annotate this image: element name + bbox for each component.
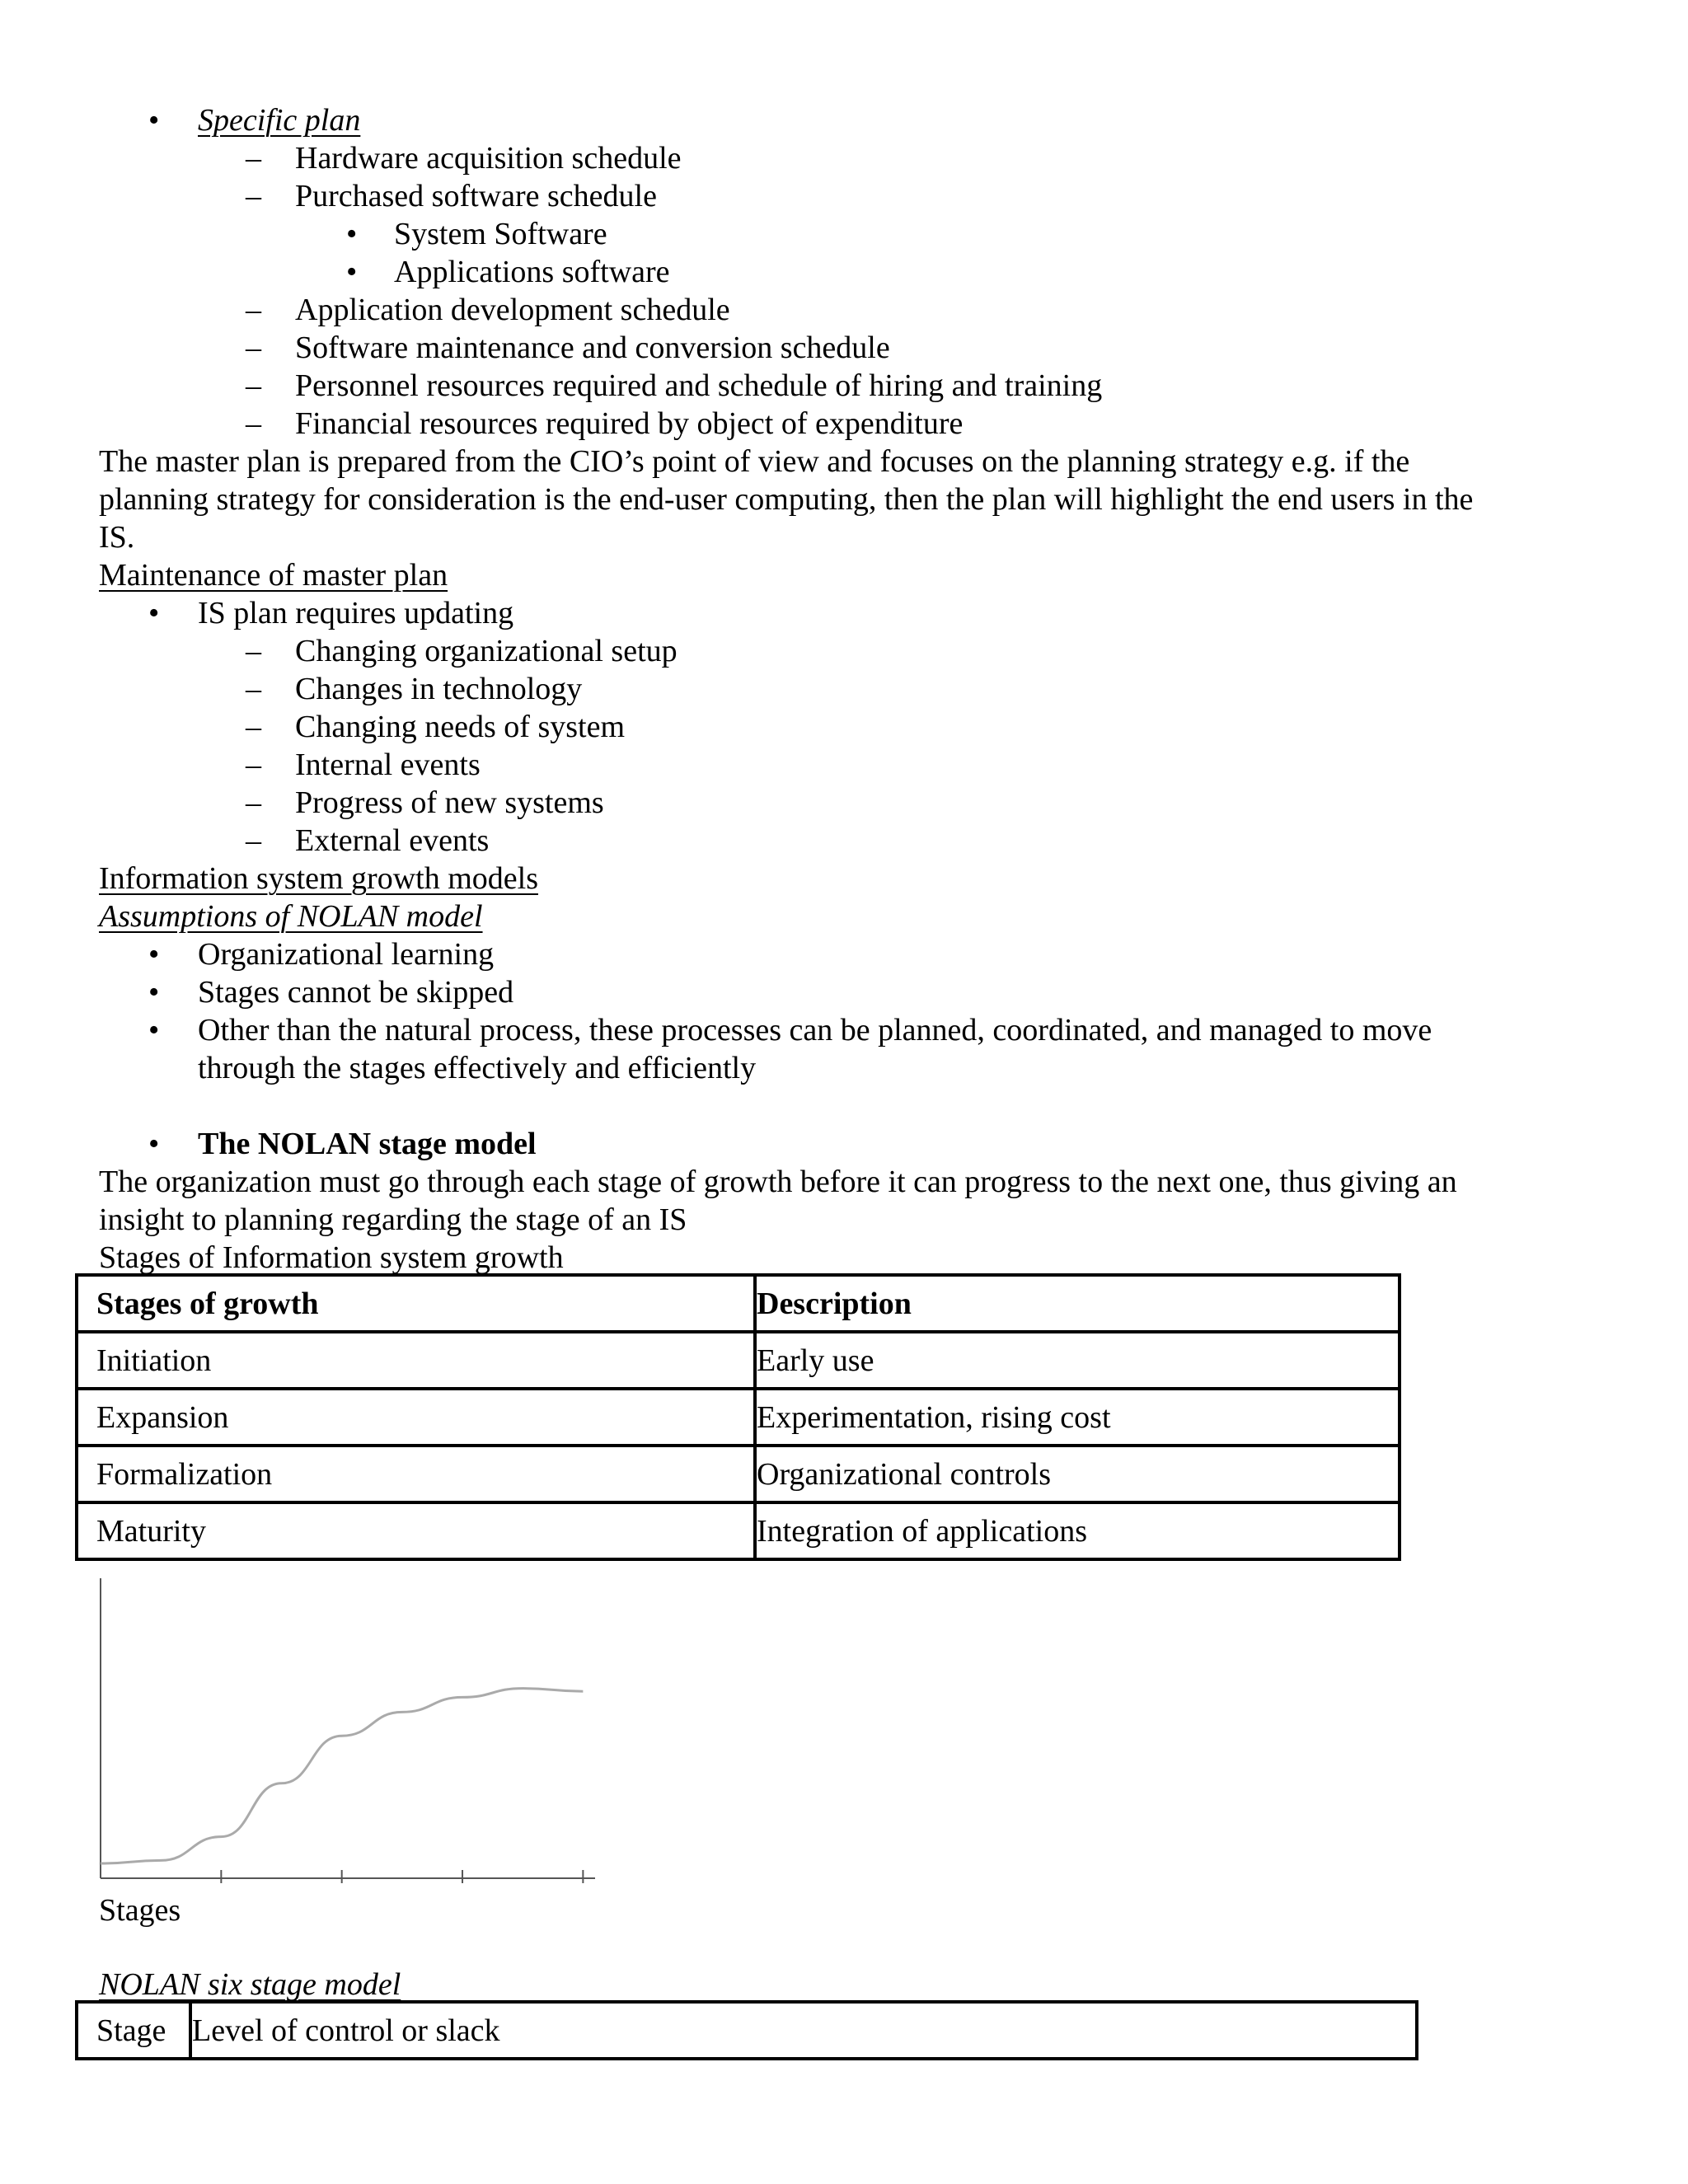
paragraph-line: planning strategy for consideration is the end-user computing, then the plan will highlight the end users in the [99, 482, 1474, 517]
paragraph-line: The master plan is prepared from the CIO’s point of view and focuses on the planning strategy e.g. if the [99, 444, 1410, 479]
x-axis-label: Stages [99, 1893, 181, 1928]
table-cell: Initiation [77, 1332, 755, 1389]
table-cell: Experimentation, rising cost [755, 1389, 1400, 1446]
table-row [77, 1502, 1400, 1559]
table-header-cell: Level of control or slack [190, 2002, 1417, 2059]
list-item: Personnel resources required and schedule of hiring and training [295, 368, 1103, 403]
list-item: IS plan requires updating [198, 596, 514, 630]
bullet-dot: • [346, 255, 358, 289]
bullet-dot: • [148, 596, 160, 630]
table-header-cell: Stages of growth [77, 1275, 755, 1332]
list-item: Purchased software schedule [295, 179, 657, 213]
growth-curve-line [101, 1689, 583, 1863]
growth-models-heading: Information system growth models [99, 861, 538, 896]
list-item: Applications software [394, 255, 670, 289]
table-header-row [77, 1275, 1400, 1332]
paragraph-line: IS. [99, 520, 135, 555]
table-cell: Maturity [77, 1502, 755, 1559]
dash-bullet: – [246, 710, 261, 744]
growth-stages-table [75, 1273, 1401, 1561]
dash-bullet: – [246, 368, 261, 403]
dash-bullet: – [246, 179, 261, 213]
list-item: System Software [394, 217, 607, 251]
table-caption: Stages of Information system growth [99, 1240, 564, 1275]
paragraph-line: The organization must go through each stage of growth before it can progress to the next one, thus giving an [99, 1165, 1457, 1199]
list-item: Software maintenance and conversion schedule [295, 330, 890, 365]
x-axis-ticks [221, 1870, 583, 1883]
list-item: Application development schedule [295, 293, 730, 327]
dash-bullet: – [246, 672, 261, 706]
table-cell: Organizational controls [755, 1446, 1400, 1502]
six-stage-table [75, 2000, 1418, 2060]
dash-bullet: – [246, 293, 261, 327]
dash-bullet: – [246, 823, 261, 858]
maintenance-heading: Maintenance of master plan [99, 558, 448, 593]
list-item: Hardware acquisition schedule [295, 141, 682, 176]
dash-bullet: – [246, 785, 261, 820]
bullet-dot: • [346, 217, 358, 251]
table-cell: Early use [755, 1332, 1400, 1389]
table-header-row [77, 2002, 1417, 2059]
list-item: Internal events [295, 748, 481, 782]
list-item: Organizational learning [198, 937, 495, 972]
list-item: Changing needs of system [295, 710, 626, 744]
dash-bullet: – [246, 330, 261, 365]
six-stage-heading: NOLAN six stage model [99, 1967, 401, 2002]
nolan-stage-heading: The NOLAN stage model [198, 1127, 537, 1161]
dash-bullet: – [246, 748, 261, 782]
table-cell: Formalization [77, 1446, 755, 1502]
specific-plan-heading: Specific plan [198, 103, 361, 138]
bullet-dot: • [148, 1013, 160, 1047]
table-row [77, 1332, 1400, 1389]
list-item: Financial resources required by object of expenditure [295, 406, 964, 441]
list-item: Stages cannot be skipped [198, 975, 514, 1010]
dash-bullet: – [246, 634, 261, 668]
bullet-dot: • [148, 975, 160, 1010]
paragraph-line: insight to planning regarding the stage of an IS [99, 1202, 687, 1237]
list-item: Changing organizational setup [295, 634, 678, 668]
dash-bullet: – [246, 406, 261, 441]
dash-bullet: – [246, 141, 261, 176]
table-header-cell: Stage [77, 2002, 190, 2059]
list-item: External events [295, 823, 490, 858]
growth-curve-chart [82, 1578, 610, 1883]
list-item: Changes in technology [295, 672, 583, 706]
bullet-dot: • [148, 937, 160, 972]
table-cell: Integration of applications [755, 1502, 1400, 1559]
table-header-cell: Description [755, 1275, 1400, 1332]
bullet-dot: • [148, 1127, 160, 1161]
table-row [77, 1389, 1400, 1446]
table-row [77, 1446, 1400, 1502]
bullet-dot: • [148, 103, 160, 138]
list-item: Other than the natural process, these processes can be planned, coordinated, and managed to move [198, 1013, 1432, 1047]
list-item: Progress of new systems [295, 785, 604, 820]
table-cell: Expansion [77, 1389, 755, 1446]
list-item-continuation: through the stages effectively and efficiently [198, 1051, 757, 1085]
assumptions-heading: Assumptions of NOLAN model [99, 899, 483, 934]
